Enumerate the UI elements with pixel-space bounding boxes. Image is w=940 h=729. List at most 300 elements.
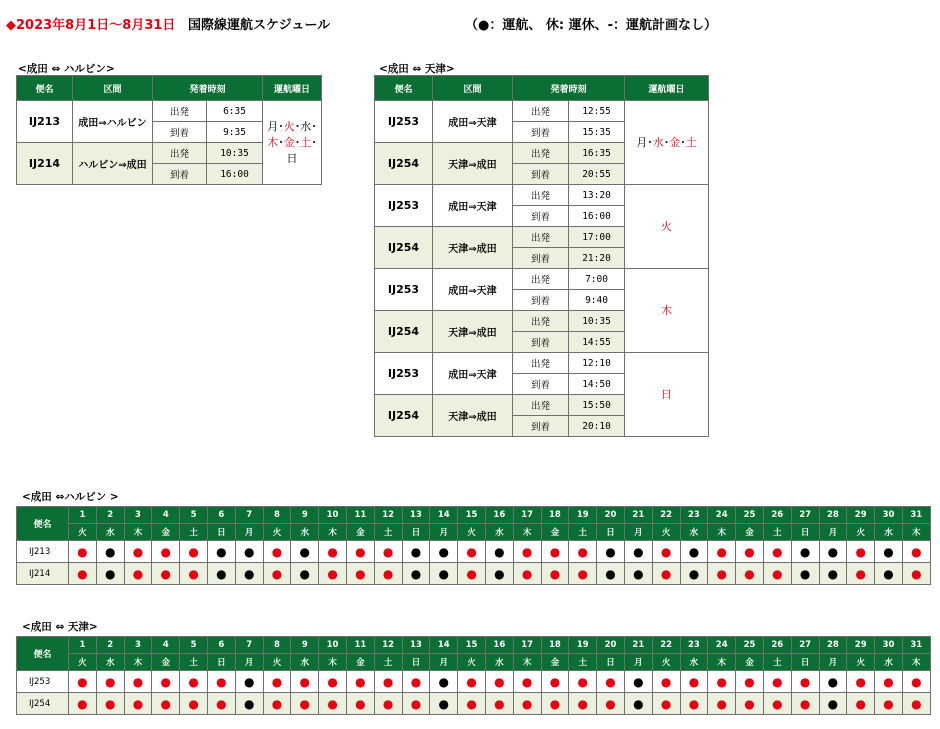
dep-time: 12:10 [569, 353, 625, 374]
weekday-mark: 日 [286, 151, 298, 165]
operation-dot: ● [791, 541, 819, 563]
operation-dot: ● [763, 541, 791, 563]
day-number: 31 [902, 637, 930, 654]
weekday: 木 [513, 654, 541, 671]
legend-text: （●：運航、 休: 運休、-：運航計画なし） [465, 18, 717, 33]
operation-dot: ● [402, 541, 430, 563]
arr-label: 到着 [513, 416, 569, 437]
weekday: 日 [791, 524, 819, 541]
weekday: 木 [124, 654, 152, 671]
day-number: 12 [374, 637, 402, 654]
day-number: 14 [430, 637, 458, 654]
weekday-mark: 土 [300, 135, 312, 149]
weekday: 日 [791, 654, 819, 671]
day-number: 6 [207, 507, 235, 524]
col-flight: 便名 [17, 637, 69, 671]
arr-label: 到着 [153, 164, 207, 185]
day-number: 17 [513, 637, 541, 654]
day-number: 25 [736, 637, 764, 654]
weekday: 木 [124, 524, 152, 541]
operation-dot: ● [263, 541, 291, 563]
route: 天津⇒成田 [433, 227, 513, 269]
operation-dot: ● [485, 563, 513, 585]
tianjin-calendar-table [16, 636, 931, 715]
operation-dot: ● [69, 541, 97, 563]
operation-dot: ● [597, 563, 625, 585]
operation-dot: ● [207, 541, 235, 563]
day-number: 21 [624, 507, 652, 524]
day-number: 23 [680, 507, 708, 524]
operation-dot: ● [624, 693, 652, 715]
weekday: 金 [152, 654, 180, 671]
operation-dot: ● [569, 693, 597, 715]
weekday: 土 [374, 654, 402, 671]
col-flight: 便名 [17, 76, 73, 101]
weekday: 水 [680, 654, 708, 671]
operating-days [625, 269, 709, 353]
day-number: 29 [847, 637, 875, 654]
calendar-weekday-row [17, 524, 931, 541]
route: 天津⇒成田 [433, 311, 513, 353]
operation-dot: ● [847, 541, 875, 563]
operating-days [625, 185, 709, 269]
operation-dot: ● [513, 541, 541, 563]
arr-label: 到着 [513, 122, 569, 143]
weekday: 日 [207, 654, 235, 671]
operation-dot: ● [69, 563, 97, 585]
operation-dot: ● [875, 693, 903, 715]
weekday-mark: ･ [294, 119, 301, 133]
arr-time: 21:20 [569, 248, 625, 269]
operation-dot: ● [847, 693, 875, 715]
operation-dot: ● [96, 563, 124, 585]
operation-dot: ● [875, 671, 903, 693]
operation-dot: ● [180, 671, 208, 693]
weekday: 水 [96, 654, 124, 671]
operation-dot: ● [819, 693, 847, 715]
operation-dot: ● [708, 693, 736, 715]
weekday: 水 [485, 654, 513, 671]
operation-dot: ● [152, 671, 180, 693]
flight-number: IJ253 [375, 185, 433, 227]
tianjin-schedule-table [374, 75, 709, 437]
page-title [6, 14, 330, 33]
day-number: 9 [291, 637, 319, 654]
operation-dot: ● [263, 563, 291, 585]
operation-dot: ● [430, 563, 458, 585]
day-number: 29 [847, 507, 875, 524]
operation-dot: ● [458, 563, 486, 585]
weekday: 月 [624, 524, 652, 541]
arr-label: 到着 [513, 164, 569, 185]
operation-dot: ● [96, 693, 124, 715]
route: 天津⇒成田 [433, 395, 513, 437]
operation-dot: ● [458, 693, 486, 715]
weekday: 土 [763, 654, 791, 671]
day-number: 2 [96, 637, 124, 654]
col-route: 区間 [433, 76, 513, 101]
weekday: 土 [180, 654, 208, 671]
dep-label: 出発 [513, 185, 569, 206]
day-number: 30 [875, 637, 903, 654]
operation-dot: ● [430, 541, 458, 563]
dep-label: 出発 [513, 395, 569, 416]
weekday: 日 [402, 524, 430, 541]
weekday: 火 [652, 524, 680, 541]
flight-number: IJ254 [375, 395, 433, 437]
operation-dot: ● [513, 563, 541, 585]
operation-dot: ● [708, 563, 736, 585]
harbin-caption: <成田 ⇔ ハルビン> [18, 63, 115, 75]
day-number: 31 [902, 507, 930, 524]
weekday: 木 [513, 524, 541, 541]
operation-dot: ● [346, 693, 374, 715]
operation-dot: ● [235, 693, 263, 715]
weekday: 日 [207, 524, 235, 541]
weekday: 水 [291, 654, 319, 671]
flight-number: IJ253 [375, 353, 433, 395]
flight-number: IJ213 [17, 101, 73, 143]
weekday: 水 [875, 524, 903, 541]
day-number: 21 [624, 637, 652, 654]
harbin-calendar-caption: <成田 ⇔ハルビン > [22, 491, 119, 503]
arr-label: 到着 [513, 206, 569, 227]
operation-dot: ● [791, 693, 819, 715]
weekday: 木 [902, 524, 930, 541]
weekday: 月 [430, 654, 458, 671]
day-number: 19 [569, 637, 597, 654]
weekday-mark: 日 [661, 387, 673, 401]
weekday-mark: ･ [278, 119, 284, 133]
weekday-mark: ･ [680, 135, 686, 149]
operation-dot: ● [180, 541, 208, 563]
weekday: 月 [430, 524, 458, 541]
day-number: 3 [124, 507, 152, 524]
operation-dot: ● [875, 541, 903, 563]
col-days: 運航曜日 [263, 76, 322, 101]
weekday-mark: ･ [278, 135, 284, 149]
operation-dot: ● [207, 671, 235, 693]
operation-dot: ● [680, 541, 708, 563]
weekday: 木 [708, 524, 736, 541]
operation-dot: ● [263, 693, 291, 715]
operation-dot: ● [541, 693, 569, 715]
route: 成田⇒天津 [433, 101, 513, 143]
arr-time: 15:35 [569, 122, 625, 143]
dep-label: 出発 [513, 311, 569, 332]
weekday-mark: 土 [685, 135, 697, 149]
operation-dot: ● [680, 693, 708, 715]
operation-dot: ● [736, 541, 764, 563]
day-number: 5 [180, 637, 208, 654]
day-number: 7 [235, 637, 263, 654]
col-times: 発着時刻 [153, 76, 263, 101]
operation-dot: ● [374, 693, 402, 715]
weekday: 木 [902, 654, 930, 671]
operation-dot: ● [708, 671, 736, 693]
operation-dot: ● [458, 541, 486, 563]
day-number: 19 [569, 507, 597, 524]
route: 成田⇒天津 [433, 353, 513, 395]
day-number: 24 [708, 637, 736, 654]
route: 天津⇒成田 [433, 143, 513, 185]
day-number: 17 [513, 507, 541, 524]
operation-dot: ● [624, 563, 652, 585]
weekday: 日 [597, 654, 625, 671]
operation-dot: ● [680, 671, 708, 693]
weekday: 火 [263, 524, 291, 541]
weekday: 土 [180, 524, 208, 541]
weekday-mark: 水 [300, 119, 312, 133]
route: ハルビン⇒成田 [73, 143, 153, 185]
weekday: 金 [541, 654, 569, 671]
weekday: 金 [541, 524, 569, 541]
operation-dot: ● [485, 693, 513, 715]
weekday-mark: 月 [267, 119, 279, 133]
weekday: 土 [569, 524, 597, 541]
day-number: 6 [207, 637, 235, 654]
weekday: 月 [819, 654, 847, 671]
weekday: 金 [736, 524, 764, 541]
dep-time: 17:00 [569, 227, 625, 248]
operation-dot: ● [736, 693, 764, 715]
schedule-title: 国際線運航スケジュール [187, 18, 331, 33]
operation-dot: ● [597, 541, 625, 563]
weekday-mark: 火 [661, 219, 673, 233]
weekday: 水 [291, 524, 319, 541]
operation-dot: ● [541, 563, 569, 585]
weekday: 月 [819, 524, 847, 541]
dep-label: 出発 [513, 101, 569, 122]
arr-label: 到着 [513, 332, 569, 353]
operation-dot: ● [569, 671, 597, 693]
operation-dot: ● [291, 671, 319, 693]
weekday-mark: 火 [283, 119, 295, 133]
day-number: 26 [763, 507, 791, 524]
operation-dot: ● [430, 693, 458, 715]
route: 成田⇒ハルビン [73, 101, 153, 143]
operation-dot: ● [96, 671, 124, 693]
day-number: 16 [485, 507, 513, 524]
dep-time: 12:55 [569, 101, 625, 122]
operation-dot: ● [69, 671, 97, 693]
calendar-day-row [17, 637, 931, 654]
tianjin-caption: <成田 ⇔ 天津> [379, 63, 455, 75]
operation-dot: ● [291, 541, 319, 563]
col-times: 発着時刻 [513, 76, 625, 101]
operation-dot: ● [902, 671, 930, 693]
operation-dot: ● [263, 671, 291, 693]
operation-dot: ● [847, 671, 875, 693]
day-number: 12 [374, 507, 402, 524]
day-number: 15 [458, 507, 486, 524]
operation-dot: ● [152, 541, 180, 563]
operation-dot: ● [346, 563, 374, 585]
calendar-row [17, 671, 931, 693]
day-number: 9 [291, 507, 319, 524]
day-number: 24 [708, 507, 736, 524]
operation-dot: ● [485, 671, 513, 693]
weekday: 火 [69, 524, 97, 541]
operation-dot: ● [291, 693, 319, 715]
weekday: 水 [485, 524, 513, 541]
operation-dot: ● [124, 693, 152, 715]
operation-dot: ● [652, 693, 680, 715]
schedule-row [375, 101, 709, 122]
weekday: 金 [346, 524, 374, 541]
weekday: 水 [96, 524, 124, 541]
arr-time: 14:50 [569, 374, 625, 395]
flight-number: IJ253 [375, 101, 433, 143]
weekday: 月 [624, 654, 652, 671]
operation-dot: ● [819, 671, 847, 693]
operation-dot: ● [624, 671, 652, 693]
operation-dot: ● [791, 563, 819, 585]
weekday: 金 [346, 654, 374, 671]
arr-label: 到着 [513, 248, 569, 269]
weekday-mark: ･ [311, 119, 317, 133]
operation-dot: ● [597, 671, 625, 693]
schedule-row [375, 269, 709, 290]
weekday: 土 [763, 524, 791, 541]
operation-dot: ● [291, 563, 319, 585]
operation-dot: ● [902, 693, 930, 715]
day-number: 27 [791, 637, 819, 654]
operation-dot: ● [902, 563, 930, 585]
dep-time: 7:00 [569, 269, 625, 290]
weekday: 月 [235, 654, 263, 671]
calendar-row [17, 563, 931, 585]
operation-dot: ● [346, 671, 374, 693]
weekday: 水 [680, 524, 708, 541]
operation-dot: ● [124, 563, 152, 585]
weekday: 火 [458, 654, 486, 671]
harbin-schedule-table [16, 75, 322, 185]
operation-dot: ● [763, 693, 791, 715]
dep-time: 13:20 [569, 185, 625, 206]
flight-number: IJ253 [17, 671, 69, 693]
operation-dot: ● [402, 671, 430, 693]
operation-dot: ● [374, 563, 402, 585]
operation-dot: ● [374, 671, 402, 693]
operation-dot: ● [708, 541, 736, 563]
operation-dot: ● [69, 693, 97, 715]
day-number: 8 [263, 507, 291, 524]
operation-dot: ● [597, 693, 625, 715]
operation-dot: ● [763, 671, 791, 693]
weekday: 火 [69, 654, 97, 671]
day-number: 1 [69, 637, 97, 654]
arr-time: 14:55 [569, 332, 625, 353]
weekday-mark: ･ [647, 135, 653, 149]
weekday-mark: 木 [267, 135, 279, 149]
operation-dot: ● [541, 671, 569, 693]
operation-dot: ● [736, 671, 764, 693]
operation-dot: ● [652, 671, 680, 693]
operation-dot: ● [763, 563, 791, 585]
weekday: 日 [597, 524, 625, 541]
dep-time: 10:35 [569, 311, 625, 332]
dep-label: 出発 [513, 227, 569, 248]
dep-time: 10:35 [207, 143, 263, 164]
operation-dot: ● [847, 563, 875, 585]
schedule-row [375, 353, 709, 374]
dep-time: 15:50 [569, 395, 625, 416]
operating-days [625, 353, 709, 437]
operation-dot: ● [319, 671, 347, 693]
day-number: 13 [402, 637, 430, 654]
route: 成田⇒天津 [433, 185, 513, 227]
weekday-mark: ･ [663, 135, 670, 149]
calendar-day-row [17, 507, 931, 524]
operation-dot: ● [402, 693, 430, 715]
operation-dot: ● [902, 541, 930, 563]
col-days: 運航曜日 [625, 76, 709, 101]
day-number: 28 [819, 637, 847, 654]
dep-label: 出発 [153, 143, 207, 164]
arr-time: 20:55 [569, 164, 625, 185]
weekday: 土 [569, 654, 597, 671]
dep-label: 出発 [513, 143, 569, 164]
weekday: 火 [652, 654, 680, 671]
day-number: 15 [458, 637, 486, 654]
day-number: 4 [152, 637, 180, 654]
operation-dot: ● [680, 563, 708, 585]
weekday: 木 [319, 524, 347, 541]
operation-dot: ● [402, 563, 430, 585]
day-number: 11 [346, 507, 374, 524]
operation-dot: ● [736, 563, 764, 585]
operation-dot: ● [652, 563, 680, 585]
operation-dot: ● [458, 671, 486, 693]
arr-time: 16:00 [207, 164, 263, 185]
flight-number: IJ214 [17, 143, 73, 185]
operation-dot: ● [485, 541, 513, 563]
operation-dot: ● [346, 541, 374, 563]
dep-label: 出発 [153, 101, 207, 122]
day-number: 18 [541, 507, 569, 524]
dep-label: 出発 [513, 269, 569, 290]
day-number: 20 [597, 507, 625, 524]
weekday: 火 [458, 524, 486, 541]
weekday: 日 [402, 654, 430, 671]
arr-time: 16:00 [569, 206, 625, 227]
day-number: 22 [652, 507, 680, 524]
weekday: 火 [263, 654, 291, 671]
operation-dot: ● [652, 541, 680, 563]
schedule-row [375, 185, 709, 206]
harbin-calendar-table [16, 506, 931, 585]
dep-time: 16:35 [569, 143, 625, 164]
weekday-mark: 木 [661, 303, 673, 317]
day-number: 5 [180, 507, 208, 524]
route: 成田⇒天津 [433, 269, 513, 311]
arr-label: 到着 [513, 290, 569, 311]
flight-number: IJ214 [17, 563, 69, 585]
day-number: 16 [485, 637, 513, 654]
weekday-mark: 月 [636, 135, 648, 149]
day-number: 23 [680, 637, 708, 654]
col-flight: 便名 [17, 507, 69, 541]
operation-dot: ● [235, 541, 263, 563]
operating-days [263, 101, 322, 185]
operation-dot: ● [875, 563, 903, 585]
weekday: 木 [708, 654, 736, 671]
flight-number: IJ254 [375, 227, 433, 269]
day-number: 1 [69, 507, 97, 524]
operation-dot: ● [124, 671, 152, 693]
flight-number: IJ213 [17, 541, 69, 563]
